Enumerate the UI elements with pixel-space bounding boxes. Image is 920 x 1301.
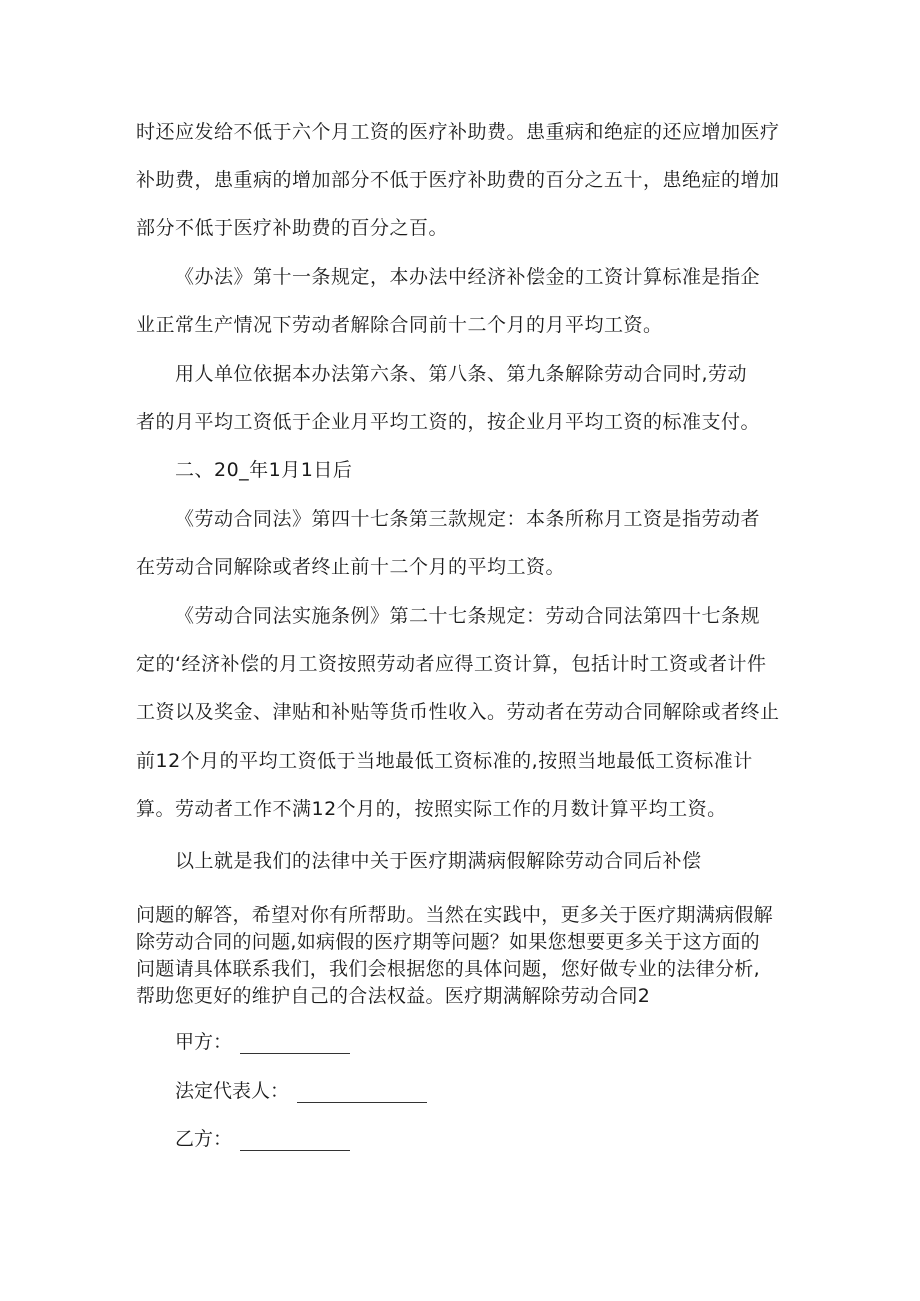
text-line: 算。劳动者工作不满12个月的，按照实际工作的月数计算平均工资。 [136,798,727,820]
text-line: 《办法》第十一条规定，本办法中经济补偿金的工资计算标准是指企 [175,266,761,288]
text-line: 除劳动合同的问题,如病假的医疗期等问题？如果您想要更多关于这方面的 [136,931,760,953]
party-a-label: 甲方： [175,1031,233,1053]
text-line: 前12个月的平均工资低于当地最低工资标准的,按照当地最低工资标准计 [136,750,753,772]
text-line: 工资以及奖金、津贴和补贴等货币性收入。劳动者在劳动合同解除或者终止 [136,701,780,723]
text-line: 定的‘经济补偿的月工资按照劳动者应得工资计算，包括计时工资或者计件 [136,653,767,675]
party-b-field [175,1127,350,1151]
party-b-label: 乙方： [175,1128,233,1150]
party-a-field [175,1030,350,1054]
text-line: 部分不低于医疗补助费的百分之百。 [136,217,449,239]
text-line: 帮助您更好的维护自己的合法权益。医疗期满解除劳动合同2 [136,985,651,1007]
legal-representative-label: 法定代表人： [175,1080,290,1102]
text-line: 《劳动合同法实施条例》第二十七条规定：劳动合同法第四十七条规 [175,605,761,627]
text-line: 时还应发给不低于六个月工资的医疗补助费。患重病和绝症的还应增加医疗 [136,121,780,143]
party-b-blank[interactable] [240,1130,350,1151]
text-line: 业正常生产情况下劳动者解除合同前十二个月的月平均工资。 [136,314,663,336]
text-line: 以上就是我们的法律中关于医疗期满病假解除劳动合同后补偿 [175,850,702,872]
text-line: 《劳动合同法》第四十七条第三款规定：本条所称月工资是指劳动者 [175,508,761,530]
party-a-blank[interactable] [240,1033,350,1054]
section-heading: 二、20_年1月1日后 [175,459,353,481]
text-line: 用人单位依据本办法第六条、第八条、第九条解除劳动合同时,劳动 [175,363,748,385]
text-line: 补助费，患重病的增加部分不低于医疗补助费的百分之五十，患绝症的增加 [136,169,780,191]
text-line: 问题的解答，希望对你有所帮助。当然在实践中，更多关于医疗期满病假解 [136,904,773,926]
text-line: 问题请具体联系我们，我们会根据您的具体问题，您好做专业的法律分析, [136,958,760,980]
legal-representative-blank[interactable] [297,1082,427,1103]
text-line: 在劳动合同解除或者终止前十二个月的平均工资。 [136,556,566,578]
text-line: 者的月平均工资低于企业月平均工资的，按企业月平均工资的标准支付。 [136,411,761,433]
legal-representative-field [175,1079,427,1103]
